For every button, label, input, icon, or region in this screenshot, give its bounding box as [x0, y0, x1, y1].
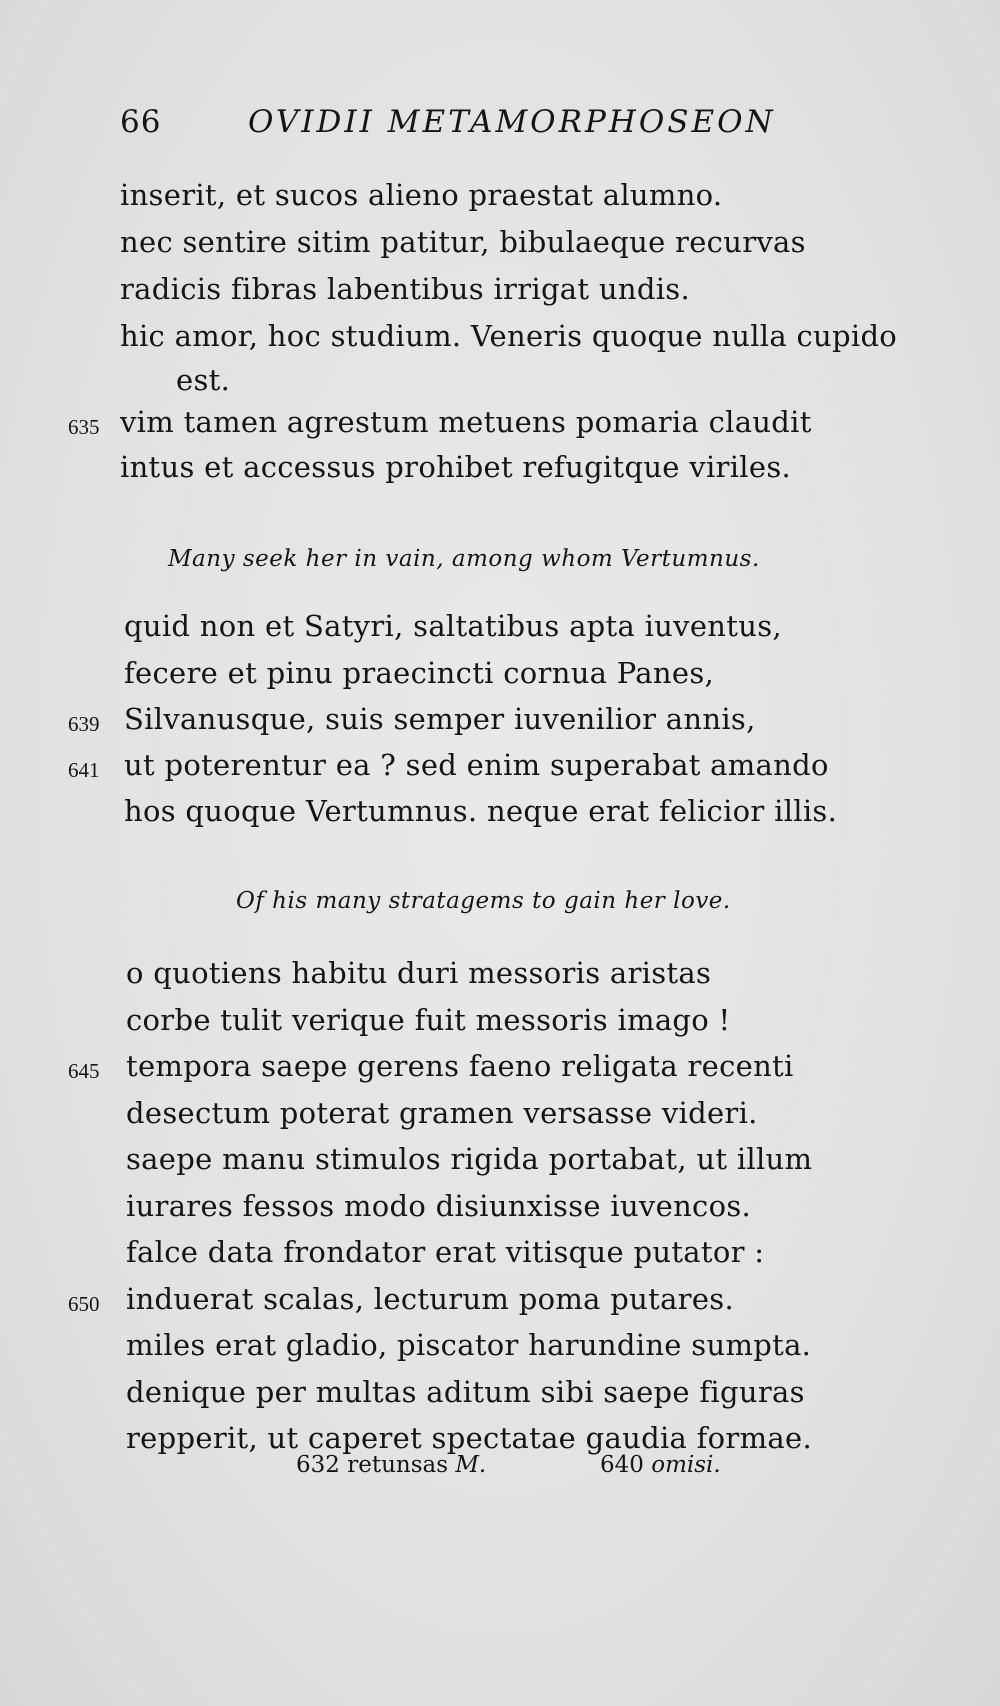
footnote-source: omisi.	[651, 1452, 721, 1478]
section-heading: Many seek her in vain, among whom Vertumnus.	[168, 546, 760, 572]
verse-line: falce data frondator erat vitisque putator :	[126, 1235, 765, 1269]
line-number: 635	[68, 415, 100, 439]
verse-line: desectum poterat gramen versasse videri.	[126, 1096, 758, 1130]
footnote-text: retunsas	[347, 1452, 449, 1478]
footnote-source: M.	[455, 1452, 487, 1478]
verse-line: o quotiens habitu duri messoris aristas	[126, 956, 712, 990]
line-number: 650	[68, 1292, 100, 1316]
verse-line: est.	[176, 363, 231, 397]
verse-line: induerat scalas, lecturum poma putares.	[126, 1282, 734, 1316]
verse-line: iurares fessos modo disiunxisse iuvencos.	[126, 1189, 752, 1223]
footnote	[296, 1452, 486, 1478]
verse-line: fecere et pinu praecincti cornua Panes,	[124, 656, 715, 690]
verse-line: saepe manu stimulos rigida portabat, ut illum	[126, 1142, 813, 1176]
line-number: 645	[68, 1059, 100, 1083]
line-number: 639	[68, 712, 100, 736]
line-number: 641	[68, 758, 100, 782]
verse-line: vim tamen agrestum metuens pomaria claudit	[120, 405, 812, 439]
verse-line: radicis fibras labentibus irrigat undis.	[120, 272, 690, 306]
verse-line: denique per multas aditum sibi saepe figuras	[126, 1375, 805, 1409]
running-title: OVIDII METAMORPHOSEON	[248, 104, 776, 140]
verse-line: corbe tulit verique fuit messoris imago !	[126, 1003, 731, 1037]
footnote-number: 632	[296, 1452, 340, 1478]
verse-line: hic amor, hoc studium. Veneris quoque nulla cupido	[120, 319, 898, 353]
verse-line: miles erat gladio, piscator harundine sumpta.	[126, 1328, 812, 1362]
section-heading: Of his many stratagems to gain her love.	[236, 888, 731, 914]
verse-line: nec sentire sitim patitur, bibulaeque recurvas	[120, 225, 806, 259]
footnote	[600, 1452, 721, 1478]
page-header	[0, 104, 1000, 154]
verse-line: Silvanusque, suis semper iuvenilior annis,	[124, 702, 756, 736]
verse-line: intus et accessus prohibet refugitque viriles.	[120, 450, 792, 484]
verse-line: quid non et Satyri, saltatibus apta iuventus,	[124, 609, 782, 643]
verse-line: repperit, ut caperet spectatae gaudia formae.	[126, 1421, 812, 1455]
verse-line: tempora saepe gerens faeno religata recenti	[126, 1049, 794, 1083]
verse-line: ut poterentur ea ? sed enim superabat amando	[124, 748, 829, 782]
footnote-number: 640	[600, 1452, 644, 1478]
verse-line: hos quoque Vertumnus. neque erat felicior illis.	[124, 794, 838, 828]
page-number: 66	[120, 104, 162, 140]
verse-line: inserit, et sucos alieno praestat alumno.	[120, 178, 723, 212]
